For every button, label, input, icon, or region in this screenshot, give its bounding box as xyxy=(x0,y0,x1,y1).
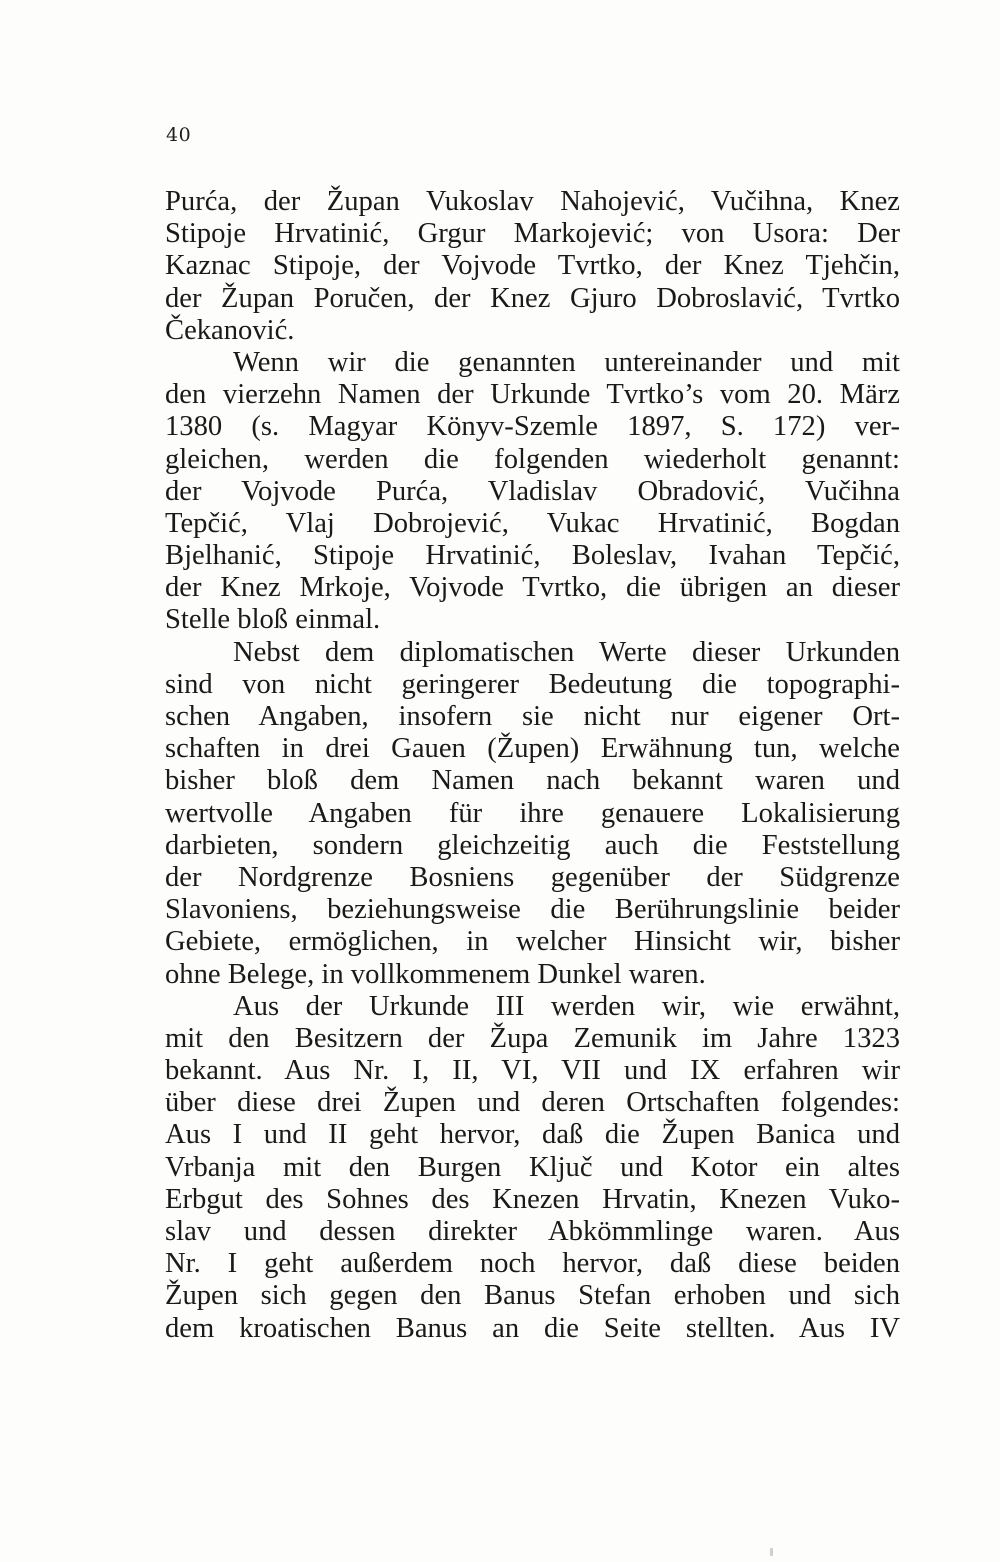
text-line: wertvolle Angaben für ihre genauere Lokalisierung xyxy=(165,797,900,829)
text-line: Nebst dem diplomatischen Werte dieser Urkunden xyxy=(233,636,900,668)
text-line: der Župan Poručen, der Knez Gjuro Dobroslavić, Tvrtko xyxy=(165,282,900,314)
text-line: dem kroatischen Banus an die Seite stellten. Aus IV xyxy=(165,1312,900,1344)
text-line: darbieten, sondern gleichzeitig auch die Feststellung xyxy=(165,829,900,861)
text-line: Tepčić, Vlaj Dobrojević, Vukac Hrvatinić, Bogdan xyxy=(165,507,900,539)
text-line: Bjelhanić, Stipoje Hrvatinić, Boleslav, Ivahan Tepčić, xyxy=(165,540,900,572)
text-line: Purća, der Župan Vukoslav Nahojević, Vučihna, Knez xyxy=(165,186,900,217)
text-line: über diese drei Župen und deren Ortschaften folgendes: xyxy=(165,1087,900,1119)
text-line: der Vojvode Purća, Vladislav Obradović, Vučihna xyxy=(165,475,900,507)
text-line: Župen sich gegen den Banus Stefan erhoben und sich xyxy=(165,1280,900,1312)
text-line: schaften in drei Gauen (Župen) Erwähnung tun, welche xyxy=(165,733,900,765)
text-line: gleichen, werden die folgenden wiederholt genannt: xyxy=(165,443,900,475)
text-line: Kaznac Stipoje, der Vojvode Tvrtko, der Knez Tjehčin, xyxy=(165,250,900,282)
text-line: Aus der Urkunde III werden wir, wie erwähnt, xyxy=(233,990,900,1022)
text-line: Slavoniens, beziehungsweise die Berührungslinie beider xyxy=(165,894,900,926)
text-line: Aus I und II geht hervor, daß die Župen Banica und xyxy=(165,1119,900,1151)
text-line: sind von nicht geringerer Bedeutung die topographi- xyxy=(165,668,900,700)
text-line: den vierzehn Namen der Urkunde Tvrtko’s vom 20. März xyxy=(165,379,900,411)
text-line: Erbgut des Sohnes des Knezen Hrvatin, Knezen Vuko- xyxy=(165,1183,900,1215)
text-line: der Nordgrenze Bosniens gegenüber der Südgrenze xyxy=(165,861,900,893)
text-line: Gebiete, ermöglichen, in welcher Hinsicht wir, bisher xyxy=(165,926,900,958)
text-line: slav und dessen direkter Abkömmlinge waren. Aus xyxy=(165,1216,900,1247)
text-line: der Knez Mrkoje, Vojvode Tvrtko, die übrigen an dieser xyxy=(165,572,900,604)
text-line: Stipoje Hrvatinić, Grgur Markojević; von Usora: Der xyxy=(165,218,900,250)
text-line: Wenn wir die genannten untereinander und mit xyxy=(233,346,900,378)
body-text xyxy=(165,186,900,1345)
text-line: schen Angaben, insofern sie nicht nur eigener Ort- xyxy=(165,701,900,732)
text-line: bisher bloß dem Namen nach bekannt waren und xyxy=(165,765,900,797)
scan-speck xyxy=(770,1548,773,1556)
text-line: Vrbanja mit den Burgen Ključ und Kotor ein altes xyxy=(165,1151,900,1183)
text-line: Stelle bloß einmal. xyxy=(165,604,381,636)
text-line: bekannt. Aus Nr. I, II, VI, VII und IX erfahren wir xyxy=(165,1055,900,1087)
page-number: 40 xyxy=(166,124,192,146)
text-line: ohne Belege, in vollkommenem Dunkel waren. xyxy=(165,958,706,990)
text-line: Nr. I geht außerdem noch hervor, daß diese beiden xyxy=(165,1248,900,1280)
text-line: 1380 (s. Magyar Könyv-Szemle 1897, S. 172) ver- xyxy=(165,411,900,443)
text-line: Čekanović. xyxy=(165,314,295,346)
text-line: mit den Besitzern der Župa Zemunik im Jahre 1323 xyxy=(165,1022,900,1054)
